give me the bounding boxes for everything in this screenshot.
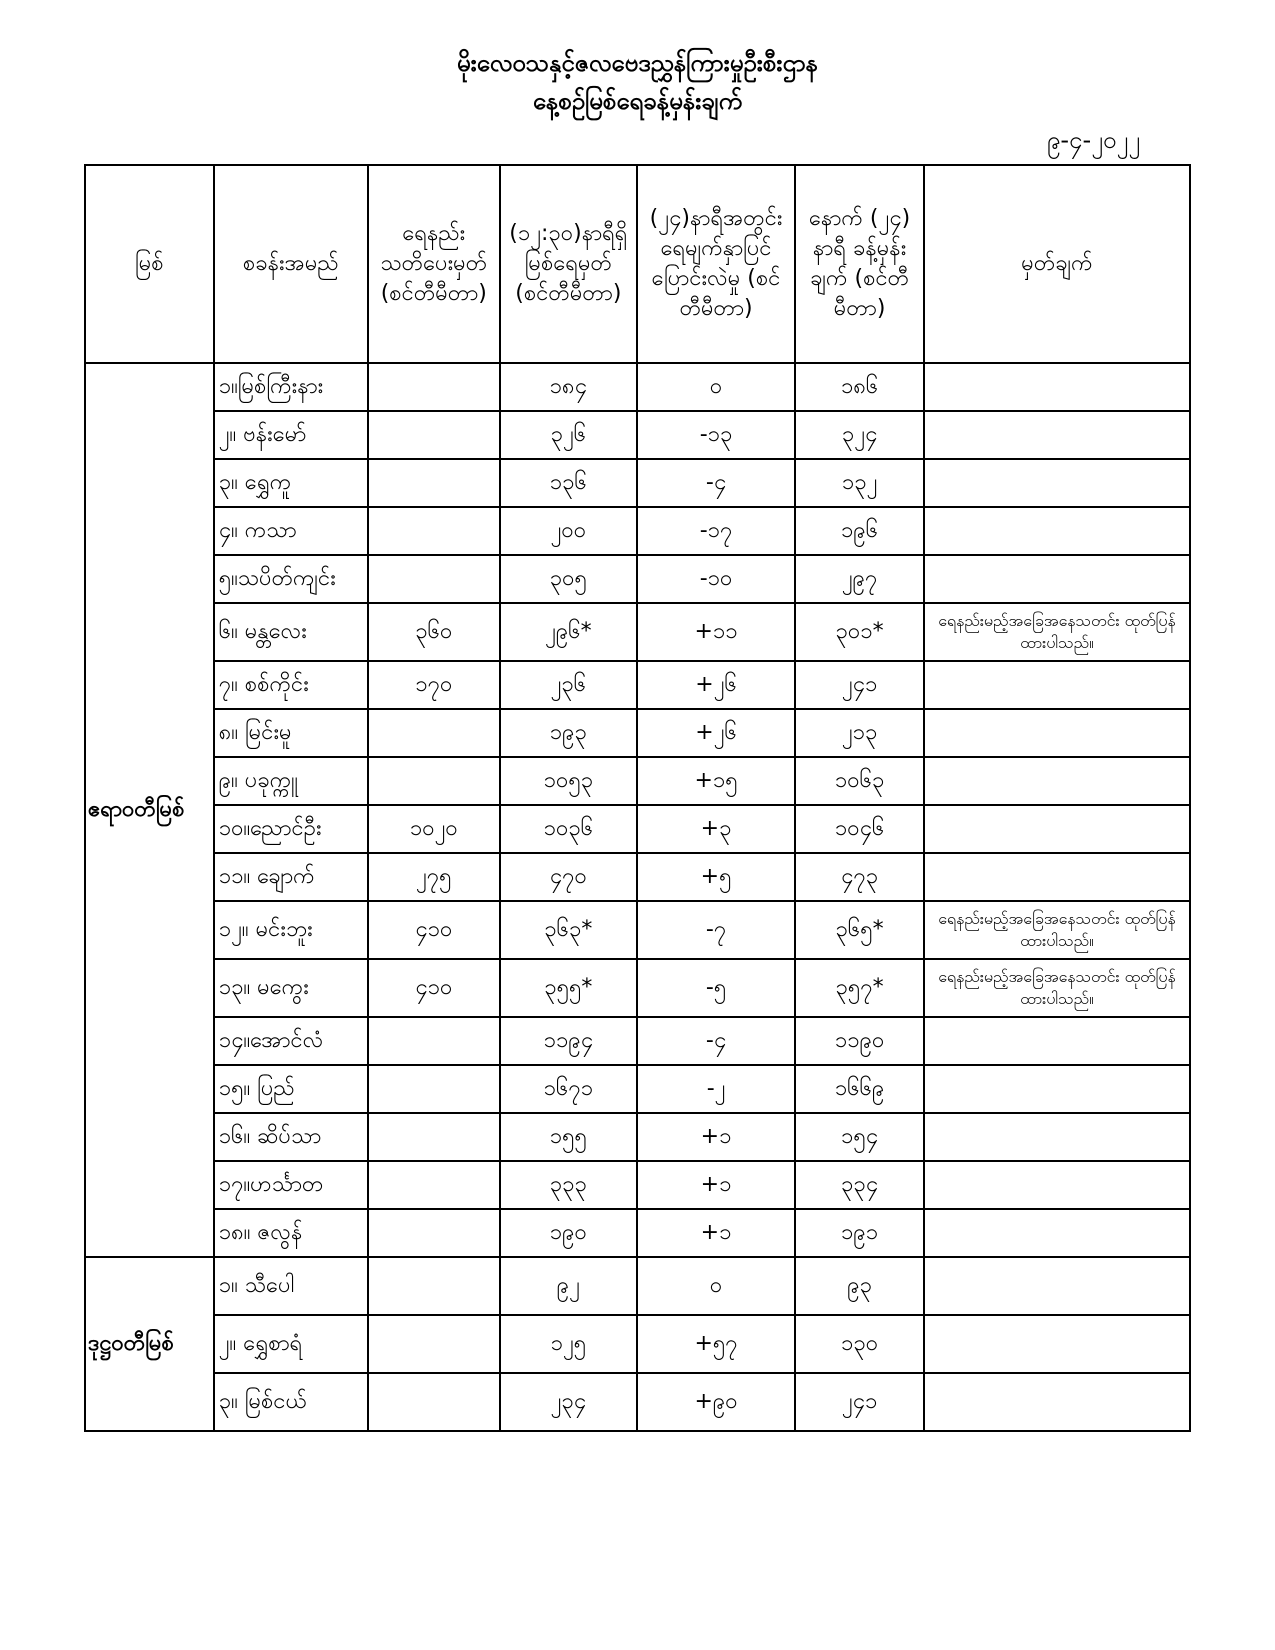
current-level-cell: ၁၀၅၃: [500, 757, 637, 805]
river-name: ဒုဋ္ဌဝတီမြစ်: [85, 1257, 214, 1431]
river-name: ဧရာဝတီမြစ်: [85, 363, 214, 1257]
level-change-cell: +၅၇: [637, 1315, 795, 1373]
river-level-table: [84, 164, 1191, 1432]
table-row: [85, 959, 1190, 1017]
warning-level-cell: ၃၆၀: [368, 603, 500, 661]
table-row: [85, 1257, 1190, 1315]
station-name: ၅။သပိတ်ကျင်း: [214, 555, 368, 603]
remark-cell: [924, 363, 1190, 411]
station-name: ၉။ ပခုက္ကူ: [214, 757, 368, 805]
level-change-cell: -၂: [637, 1065, 795, 1113]
current-level-cell: ၃၀၅: [500, 555, 637, 603]
forecast-cell: ၁၅၄: [795, 1113, 924, 1161]
remark-cell: [924, 1373, 1190, 1431]
remark-cell: [924, 853, 1190, 901]
forecast-cell: ၁၀၄၆: [795, 805, 924, 853]
col-header-warning-level: ရေနည်း သတိပေးမှတ် (စင်တီမီတာ): [368, 165, 500, 363]
table-row: [85, 1209, 1190, 1257]
station-name: ၁၃။ မကွေး: [214, 959, 368, 1017]
remark-cell: ရေနည်းမည့်အခြေအနေသတင်း ထုတ်ပြန်ထားပါသည်။: [924, 959, 1190, 1017]
remark-cell: [924, 1209, 1190, 1257]
table-row: [85, 411, 1190, 459]
remark-cell: [924, 805, 1190, 853]
remark-cell: [924, 459, 1190, 507]
station-name: ၁၄။အောင်လံ: [214, 1017, 368, 1065]
level-change-cell: ၀: [637, 363, 795, 411]
current-level-cell: ၂၃၄: [500, 1373, 637, 1431]
table-header-row: [85, 165, 1190, 363]
station-name: ၁၀။ညောင်ဦး: [214, 805, 368, 853]
station-name: ၁၅။ ပြည်: [214, 1065, 368, 1113]
remark-cell: [924, 1065, 1190, 1113]
forecast-cell: ၃၂၄: [795, 411, 924, 459]
current-level-cell: ၁၉၀: [500, 1209, 637, 1257]
warning-level-cell: [368, 411, 500, 459]
col-header-24h-change: (၂၄)နာရီအတွင်း ရေမျက်နှာပြင် ပြောင်းလဲမှု (စင်တီမီတာ): [637, 165, 795, 363]
station-name: ၈။ မြင်းမူ: [214, 709, 368, 757]
forecast-cell: ၃၃၄: [795, 1161, 924, 1209]
level-change-cell: +၉၀: [637, 1373, 795, 1431]
level-change-cell: -၁၃: [637, 411, 795, 459]
remark-cell: [924, 1017, 1190, 1065]
remark-cell: [924, 507, 1190, 555]
station-name: ၄။ ကသာ: [214, 507, 368, 555]
forecast-cell: ၁၉၆: [795, 507, 924, 555]
station-name: ၂။ ဗန်းမော်: [214, 411, 368, 459]
current-level-cell: ၁၀၃၆: [500, 805, 637, 853]
report-title: နေ့စဉ်မြစ်ရေခန့်မှန်းချက်: [532, 87, 743, 115]
warning-level-cell: [368, 1161, 500, 1209]
station-name: ၃။ မြစ်ငယ်: [214, 1373, 368, 1431]
current-level-cell: ၃၆၃*: [500, 901, 637, 959]
forecast-cell: ၄၇၃: [795, 853, 924, 901]
warning-level-cell: [368, 1113, 500, 1161]
current-level-cell: ၁၃၆: [500, 459, 637, 507]
warning-level-cell: [368, 709, 500, 757]
warning-level-cell: [368, 1065, 500, 1113]
forecast-cell: ၁၃၂: [795, 459, 924, 507]
table-row: [85, 363, 1190, 411]
station-name: ၁။ သီပေါ: [214, 1257, 368, 1315]
remark-cell: [924, 709, 1190, 757]
forecast-cell: ၂၄၁: [795, 661, 924, 709]
forecast-cell: ၁၈၆: [795, 363, 924, 411]
table-row: [85, 1161, 1190, 1209]
remark-cell: [924, 661, 1190, 709]
current-level-cell: ၄၇၀: [500, 853, 637, 901]
station-name: ၇။ စစ်ကိုင်း: [214, 661, 368, 709]
col-header-current-level: (၁၂:၃၀)နာရီရှိ မြစ်ရေမှတ် (စင်တီမီတာ): [500, 165, 637, 363]
table-row: [85, 709, 1190, 757]
remark-cell: [924, 1257, 1190, 1315]
table-row: [85, 661, 1190, 709]
warning-level-cell: [368, 363, 500, 411]
col-header-station: စခန်းအမည်: [214, 165, 368, 363]
level-change-cell: +၁: [637, 1113, 795, 1161]
station-name: ၁၆။ ဆိပ်သာ: [214, 1113, 368, 1161]
col-header-forecast: နောက် (၂၄) နာရီ ခန့်မှန်းချက် (စင်တီမီတာ): [795, 165, 924, 363]
remark-cell: [924, 1315, 1190, 1373]
table-row: [85, 459, 1190, 507]
table-row: [85, 555, 1190, 603]
remark-cell: [924, 1113, 1190, 1161]
station-name: ၁၂။ မင်းဘူး: [214, 901, 368, 959]
forecast-cell: ၂၄၁: [795, 1373, 924, 1431]
warning-level-cell: [368, 757, 500, 805]
remark-cell: [924, 411, 1190, 459]
station-name: ၆။ မန္တလေး: [214, 603, 368, 661]
level-change-cell: -၁၇: [637, 507, 795, 555]
level-change-cell: +၁၅: [637, 757, 795, 805]
table-row: [85, 805, 1190, 853]
current-level-cell: ၃၅၅*: [500, 959, 637, 1017]
level-change-cell: ၀: [637, 1257, 795, 1315]
warning-level-cell: [368, 459, 500, 507]
warning-level-cell: [368, 1209, 500, 1257]
warning-level-cell: ၄၁၀: [368, 959, 500, 1017]
level-change-cell: -၇: [637, 901, 795, 959]
level-change-cell: -၄: [637, 1017, 795, 1065]
table-row: [85, 603, 1190, 661]
station-name: ၂။ ရွှေစာရံ: [214, 1315, 368, 1373]
current-level-cell: ၁၂၅: [500, 1315, 637, 1373]
current-level-cell: ၂၃၆: [500, 661, 637, 709]
table-row: [85, 1065, 1190, 1113]
current-level-cell: ၂၀၀: [500, 507, 637, 555]
station-name: ၁။မြစ်ကြီးနား: [214, 363, 368, 411]
current-level-cell: ၂၉၆*: [500, 603, 637, 661]
forecast-cell: ၉၃: [795, 1257, 924, 1315]
agency-title: မိုးလေဝသနှင့်ဇလဗေဒညွှန်ကြားမှုဦးစီးဌာန: [456, 49, 819, 77]
remark-cell: ရေနည်းမည့်အခြေအနေသတင်း ထုတ်ပြန်ထားပါသည်။: [924, 603, 1190, 661]
report-date: ၉-၄-၂၀၂၂: [1046, 126, 1140, 154]
level-change-cell: +၁: [637, 1209, 795, 1257]
station-name: ၁၇။ဟင်္သာတ: [214, 1161, 368, 1209]
forecast-cell: ၃၀၁*: [795, 603, 924, 661]
table-row: [85, 1315, 1190, 1373]
forecast-cell: ၃၅၇*: [795, 959, 924, 1017]
col-header-river: မြစ်: [85, 165, 214, 363]
warning-level-cell: [368, 1315, 500, 1373]
level-change-cell: -၅: [637, 959, 795, 1017]
forecast-cell: ၁၆၆၉: [795, 1065, 924, 1113]
level-change-cell: +၂၆: [637, 709, 795, 757]
col-header-remark: မှတ်ချက်: [924, 165, 1190, 363]
forecast-cell: ၂၁၃: [795, 709, 924, 757]
current-level-cell: ၁၅၅: [500, 1113, 637, 1161]
forecast-cell: ၁၁၉၀: [795, 1017, 924, 1065]
forecast-cell: ၃၆၅*: [795, 901, 924, 959]
remark-cell: [924, 1161, 1190, 1209]
remark-cell: [924, 555, 1190, 603]
current-level-cell: ၉၂: [500, 1257, 637, 1315]
current-level-cell: ၁၈၄: [500, 363, 637, 411]
table-row: [85, 853, 1190, 901]
warning-level-cell: ၁၀၂၀: [368, 805, 500, 853]
current-level-cell: ၁၆၇၁: [500, 1065, 637, 1113]
forecast-cell: ၁၀၆၃: [795, 757, 924, 805]
current-level-cell: ၃၂၆: [500, 411, 637, 459]
level-change-cell: -၄: [637, 459, 795, 507]
level-change-cell: +၂၆: [637, 661, 795, 709]
warning-level-cell: [368, 1017, 500, 1065]
table-row: [85, 1017, 1190, 1065]
forecast-cell: ၂၉၇: [795, 555, 924, 603]
warning-level-cell: ၂၇၅: [368, 853, 500, 901]
warning-level-cell: [368, 1373, 500, 1431]
level-change-cell: +၅: [637, 853, 795, 901]
table-row: [85, 901, 1190, 959]
table-row: [85, 507, 1190, 555]
warning-level-cell: ၁၇၀: [368, 661, 500, 709]
level-change-cell: -၁၀: [637, 555, 795, 603]
table-row: [85, 1113, 1190, 1161]
current-level-cell: ၁၁၉၄: [500, 1017, 637, 1065]
forecast-cell: ၁၃၀: [795, 1315, 924, 1373]
level-change-cell: +၁: [637, 1161, 795, 1209]
remark-cell: ရေနည်းမည့်အခြေအနေသတင်း ထုတ်ပြန်ထားပါသည်။: [924, 901, 1190, 959]
warning-level-cell: ၄၁၀: [368, 901, 500, 959]
remark-cell: [924, 757, 1190, 805]
table-body: [85, 363, 1190, 1431]
level-change-cell: +၃: [637, 805, 795, 853]
warning-level-cell: [368, 507, 500, 555]
forecast-cell: ၁၉၁: [795, 1209, 924, 1257]
current-level-cell: ၁၉၃: [500, 709, 637, 757]
warning-level-cell: [368, 1257, 500, 1315]
station-name: ၁၁။ ချောက်: [214, 853, 368, 901]
station-name: ၁၈။ ဇလွန်: [214, 1209, 368, 1257]
table-row: [85, 1373, 1190, 1431]
level-change-cell: +၁၁: [637, 603, 795, 661]
current-level-cell: ၃၃၃: [500, 1161, 637, 1209]
table-row: [85, 757, 1190, 805]
station-name: ၃။ ရွှေကူ: [214, 459, 368, 507]
warning-level-cell: [368, 555, 500, 603]
